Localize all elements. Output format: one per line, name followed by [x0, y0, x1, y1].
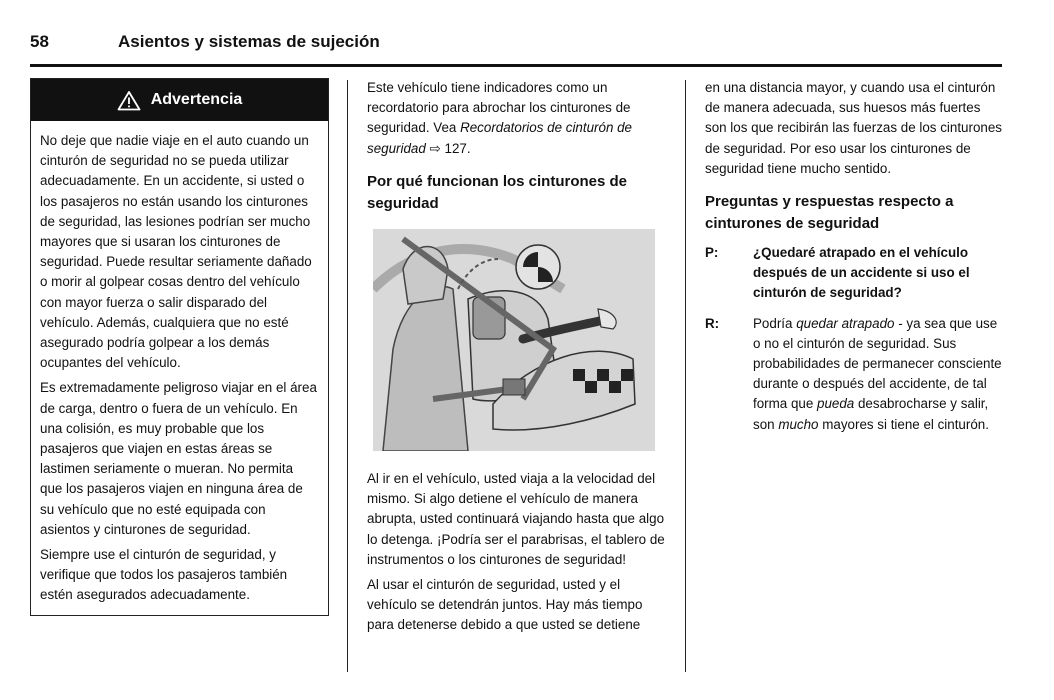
intro-paragraph: Este vehículo tiene indicadores como un recordatorio para abrochar los cinturones de seguridad. Vea Recordatorios de cinturón de seguridad ⇨ 127.: [367, 80, 633, 156]
crash-test-dummy-illustration: [373, 229, 655, 451]
answer-text: Podría quedar atrapado - ya sea que use o no el cinturón de seguridad. Sus probabilidades de permanecer consciente durante o después del accidente, de tal forma que pueda desabrocharse y salir, son mucho mayores si tiene el cinturón.: [753, 315, 1002, 432]
question-label: P:: [705, 245, 719, 261]
warning-paragraph: No deje que nadie viaje en el auto cuando un cinturón de seguridad no se pueda utilizar adecuadamente. En un accidente, si usted o los pasajeros no están usando los cinturones de seguridad, las lesiones podrían ser mucho mayores que si usaran los cinturones de seguridad. Puede resultar seriamente dañado o morir al golpear cosas dentro del vehículo con mayor fuerza o salir disparado del vehículo. Además, cualquiera que no esté asegurado podría golpear a los demás ocupantes del vehículo.: [40, 133, 312, 371]
warning-title: Advertencia: [150, 91, 243, 108]
section-heading: Preguntas y respuestas respecto a cinturones de seguridad: [705, 193, 954, 233]
middle-column: [367, 78, 667, 641]
body-paragraph: Al ir en el vehículo, usted viaja a la velocidad del mismo. Si algo detiene el vehículo de manera abrupta, usted continuará viajando hasta que algo lo detenga. ¡Podría ser el parabrisas, el tablero de instrumentos o los cinturones de seguridad!: [367, 471, 665, 567]
warning-header: [31, 79, 328, 121]
chapter-title: Asientos y sistemas de sujeción: [118, 32, 380, 51]
warning-paragraph: Es extremadamente peligroso viajar en el área de carga, dentro o fuera de un vehículo. En una colisión, es muy probable que los pasajeros que viajen en estas áreas se lastimen seriamente o mueran. No permita que los pasajeros viajen en ninguna área de su vehículo que no esté equipada con asientos y cinturones de seguridad.: [40, 380, 317, 537]
column-divider: [347, 80, 348, 672]
answer-label: R:: [705, 315, 720, 331]
body-paragraph: Al usar el cinturón de seguridad, usted y el vehículo se detendrán juntos. Hay más tiempo para detenerse debido a que usted se detiene: [367, 577, 643, 633]
answer-item: [705, 314, 1003, 435]
warning-body: [31, 121, 328, 606]
warning-paragraph: Siempre use el cinturón de seguridad, y verifique que todos los pasajeros también estén asegurados adecuadamente.: [40, 547, 288, 603]
page-ref-arrow-icon: ⇨: [425, 140, 441, 156]
warning-box: [30, 78, 329, 616]
section-heading: Por qué funcionan los cinturones de seguridad: [367, 172, 628, 212]
right-column: [705, 78, 1003, 445]
warning-triangle-icon: [117, 90, 141, 111]
question-text: ¿Quedaré atrapado en el vehículo después de un accidente si uso el cinturón de seguridad?: [753, 245, 970, 301]
cross-reference-link[interactable]: Recordatorios de cinturón de seguridad: [367, 120, 633, 156]
body-paragraph: en una distancia mayor, y cuando usa el cinturón de manera adecuada, sus huesos más fuertes son los que recibirán las fuerzas de los cinturones de seguridad. Por eso usar los cinturones de seguridad tiene mucho sentido.: [705, 80, 1002, 176]
column-divider: [685, 80, 686, 672]
question-item: [705, 243, 1003, 304]
page-header: [30, 30, 1002, 67]
page-number: 58: [30, 32, 49, 51]
